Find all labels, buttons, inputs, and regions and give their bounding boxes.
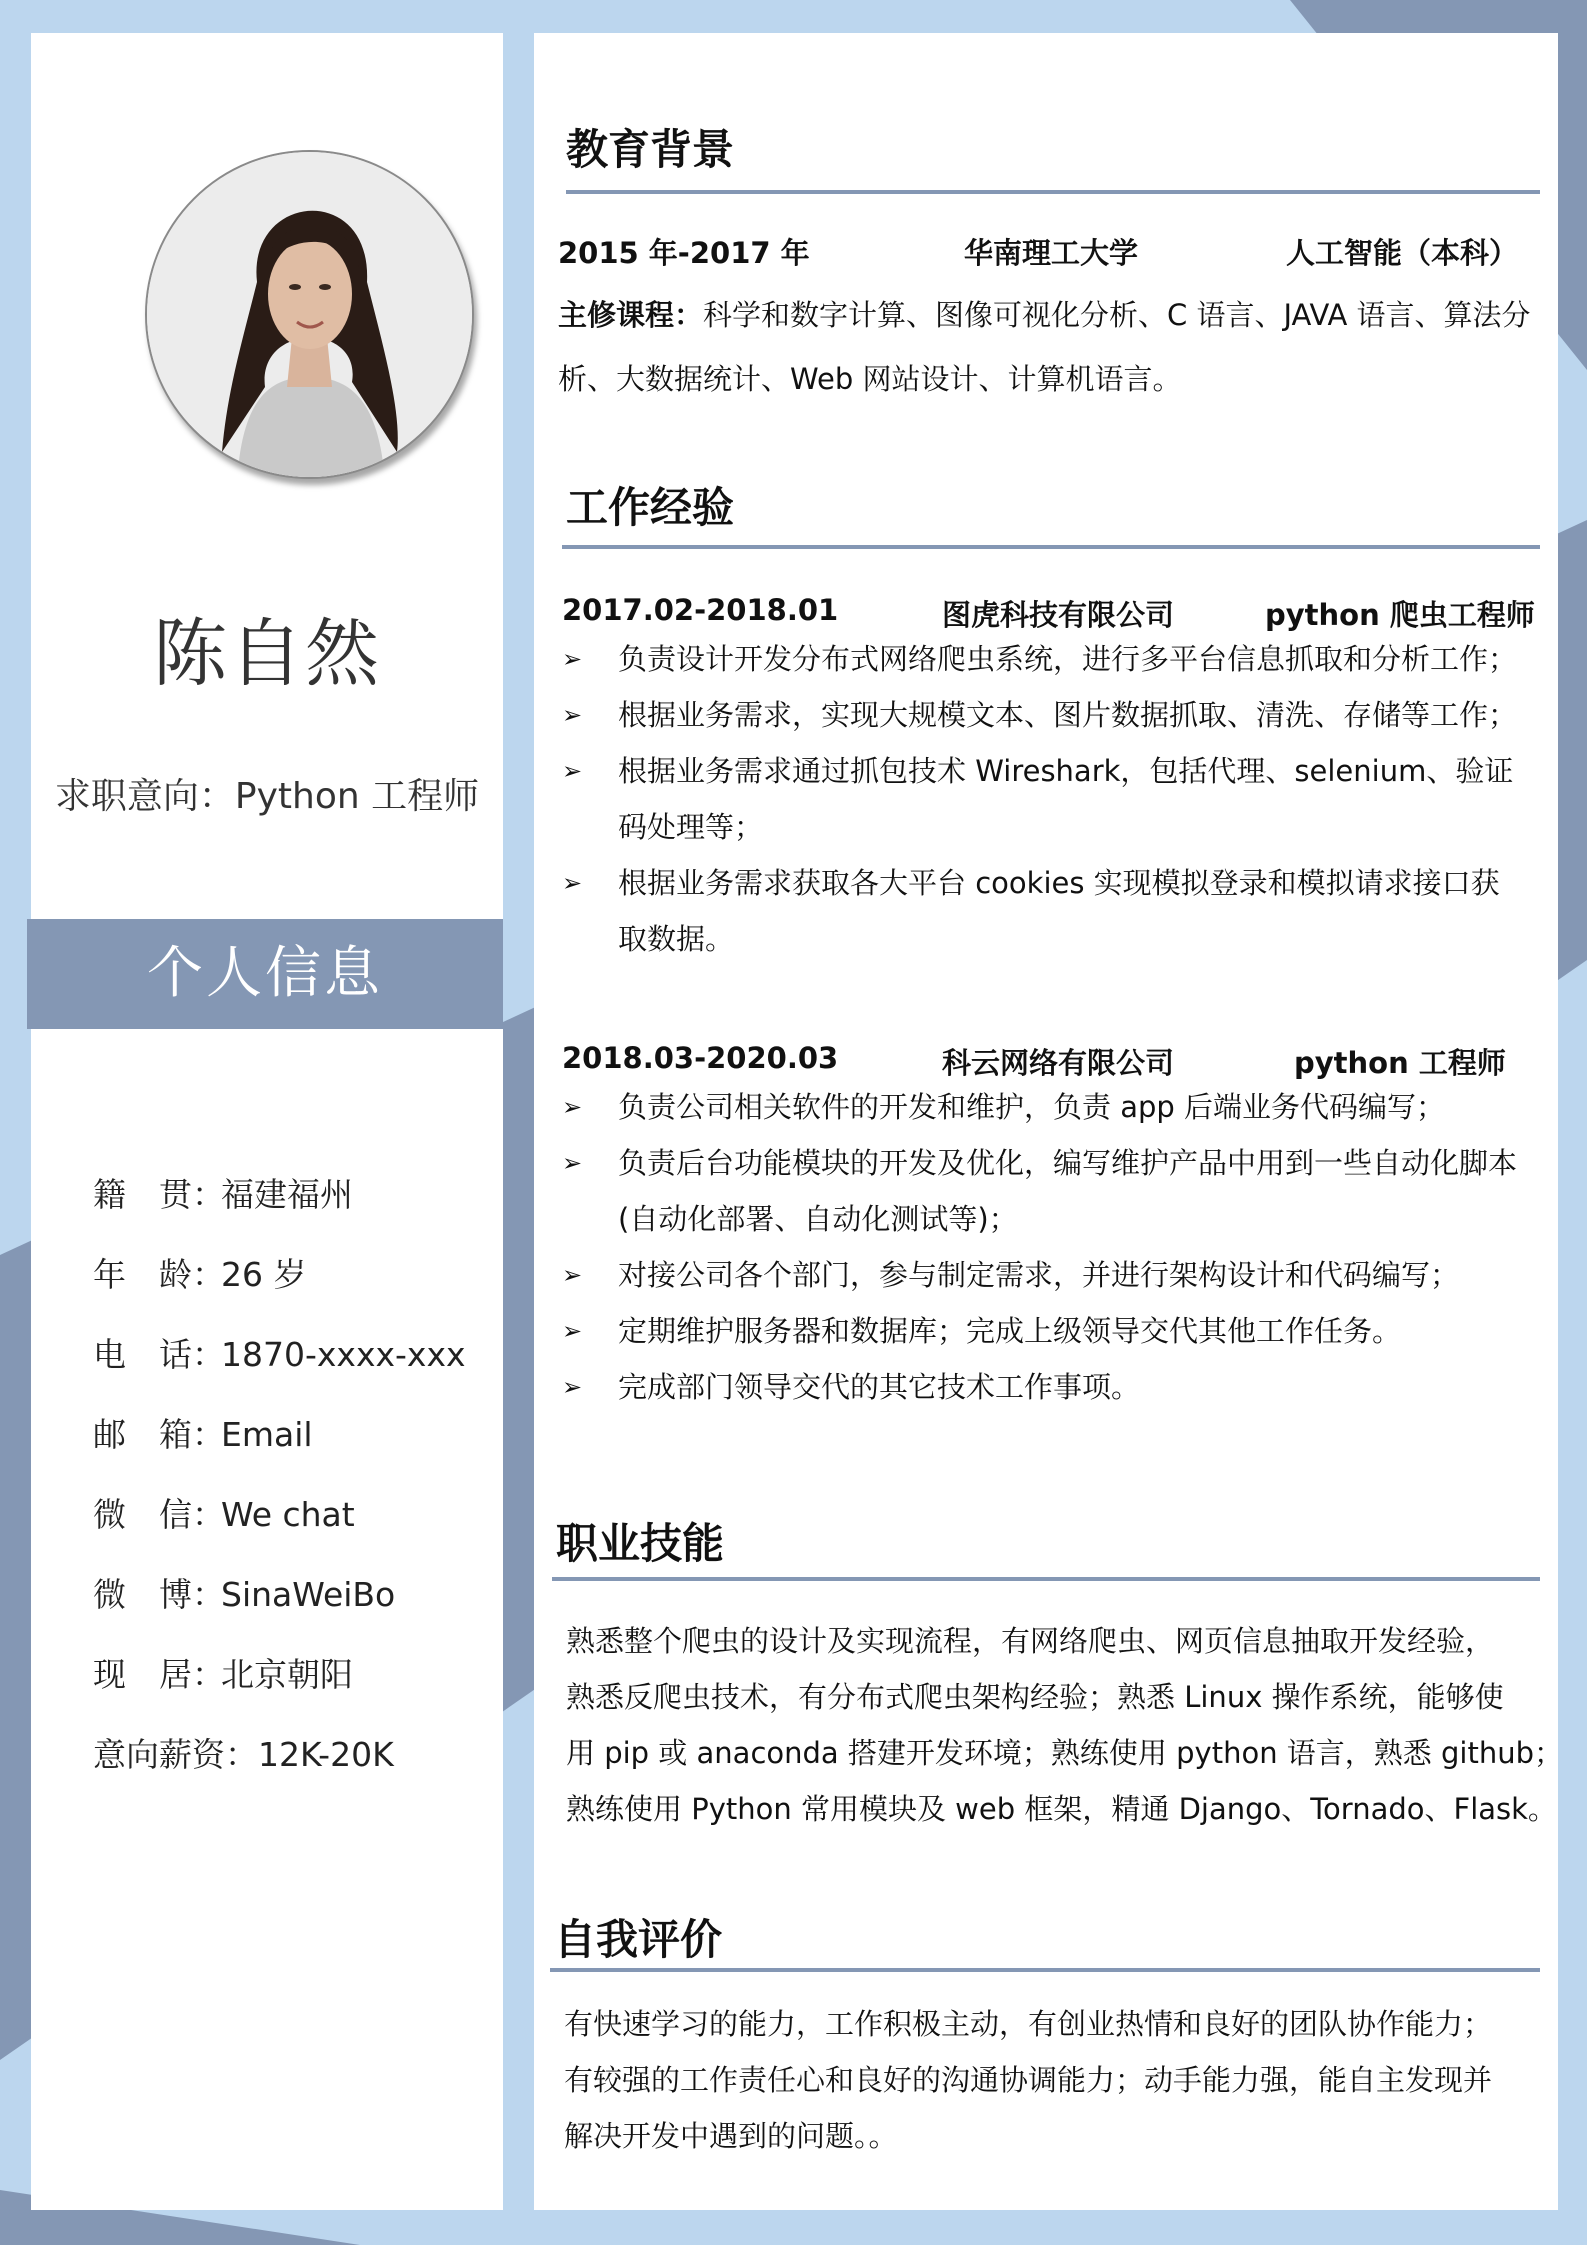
skills-line: 用 pip 或 anaconda 搭建开发环境；熟练使用 python 语言，熟悉 github； [566,1736,1564,1770]
education-period: 2015 年-2017 年 [558,236,810,270]
self-eval-line: 有较强的工作责任心和良好的沟通协调能力；动手能力强，能自主发现并 [564,2063,1493,2097]
education-title: 教育背景 [566,125,735,174]
arrow-bullet-icon: ➢ [562,757,583,785]
candidate-name: 陈自然 [153,611,381,697]
personal-info-heading: 个人信息 [27,919,503,1029]
job-intent: 求职意向：Python 工程师 [54,776,480,817]
info-row-phone [93,1330,493,1410]
info-label: 电 话： [93,1335,225,1374]
info-value: Email [221,1415,313,1454]
arrow-bullet-icon: ➢ [562,1093,583,1121]
job-company: 科云网络有限公司 [942,1046,1175,1080]
education-divider [566,190,1540,194]
arrow-bullet-icon: ➢ [562,645,583,673]
arrow-bullet-icon: ➢ [562,701,583,729]
arrow-bullet-icon: ➢ [562,1149,583,1177]
skills-line: 熟悉整个爬虫的设计及实现流程，有网络爬虫、网页信息抽取开发经验， [566,1624,1495,1658]
skills-title: 职业技能 [556,1519,725,1568]
education-courses-line: 析、大数据统计、Web 网站设计、计算机语言。 [558,362,1182,396]
info-value: 1870-xxxx-xxx [221,1335,466,1374]
info-label: 年 龄： [93,1255,225,1294]
sidebar [31,33,503,2210]
main-content: 教育背景 2015 年-2017 年 华南理工大学 人工智能（本科） 主修课程：科学和数字计算、图像可视化分析、C 语言、JAVA 语言、算法分 析、大数据统计、Web 网站设计、计算机语言。 工作经验 2017.02-2018.01 图虎科技有限公司 python 爬虫工程师 ➢ 负责设计开发分布式网络爬虫系统，进行多平台信息抓取和分析工作； ➢ 根据业务需求，实现大规模文本、图片数据抓取、清洗、存储等工作； ➢ 根据业务需求通过抓包技术 Wireshark，包括代理、selenium、验证 码处理等； ➢ 根据业务需求获取各大平台 cookies 实现模拟登录和模拟请求接口获 取数据。 2018.03-2020.03 科云网络有限公司 python 工程师 ➢ 负责公司相关软件的开发和维护，负责 app 后端业务代码编写； ➢ 负责后台功能模块的开发及优化，编写维护产品中用到一些自动化脚本 (自动化部署、自动化测试等)； ➢ 对接公司各个部门，参与制定需求，并进行架构设计和代码编写； ➢ 定期维护服务器和数据库；完成上级领导交代其他工作任务。 ➢ 完成部门领导交代的其它技术工作事项。 职业技能 熟悉整个爬虫的设计及实现流程，有网络爬虫、网页信息抽取开发经验， 熟悉反爬虫技术，有分布式爬虫架构经验；熟悉 Linux 操作系统，能够使 用 pip 或 anaconda 搭建开发环境；熟练使用 python 语言，熟悉 github； 熟练使用 Python 常用模块及 web 框架，精通 Django、Tornado、Flask。 自我评价 有快速学习的能力，工作积极主动，有创业热情和良好的团队协作能力； 有较强的工作责任心和良好的沟通协调能力；动手能力强，能自主发现并 解决开发中遇到的问题。。 [534,33,1558,2210]
info-value: 26 岁 [221,1255,307,1294]
work-title: 工作经验 [566,483,735,532]
self-eval-title: 自我评价 [554,1915,723,1964]
job-period: 2018.03-2020.03 [562,1041,839,1075]
info-label: 现 居： [93,1655,225,1694]
info-value: SinaWeiBo [221,1575,396,1614]
arrow-bullet-icon: ➢ [562,1373,583,1401]
info-label: 邮 箱： [93,1415,225,1454]
skills-line: 熟悉反爬虫技术，有分布式爬虫架构经验；熟悉 Linux 操作系统，能够使 [566,1680,1504,1714]
info-row-hometown [93,1170,493,1250]
arrow-bullet-icon: ➢ [562,1317,583,1345]
info-row-residence [93,1650,493,1730]
arrow-bullet-icon: ➢ [562,869,583,897]
self-eval-divider [550,1968,1540,1972]
avatar [145,150,474,479]
work-divider [562,545,1540,549]
info-value: We chat [221,1495,355,1534]
job-position: python 爬虫工程师 [1265,598,1535,632]
courses-text: 科学和数字计算、图像可视化分析、C 语言、JAVA 语言、算法分 [703,298,1531,332]
info-label: 微 博： [93,1575,225,1614]
info-value: 北京朝阳 [221,1655,353,1694]
self-eval-line: 解决开发中遇到的问题。。 [564,2119,898,2153]
info-value: 12K-20K [258,1735,394,1774]
education-major: 人工智能（本科） [1286,236,1519,270]
info-label: 微 信： [93,1495,225,1534]
info-row-email [93,1410,493,1490]
info-row-age [93,1250,493,1330]
arrow-bullet-icon: ➢ [562,1261,583,1289]
education-courses-line [558,287,1531,343]
courses-label: 主修课程： [558,298,704,332]
portrait-photo-icon [147,152,472,477]
info-row-wechat [93,1490,493,1570]
info-label: 籍 贯： [93,1175,225,1214]
job-period: 2017.02-2018.01 [562,593,839,627]
info-row-salary [93,1730,493,1810]
education-school: 华南理工大学 [964,236,1139,270]
info-value: 福建福州 [221,1175,353,1214]
info-row-weibo [93,1570,493,1650]
job-company: 图虎科技有限公司 [942,598,1175,632]
personal-info-list [93,1170,493,1810]
job-position: python 工程师 [1294,1046,1506,1080]
skills-line: 熟练使用 Python 常用模块及 web 框架，精通 Django、Tornado、Flask。 [566,1792,1557,1826]
skills-divider [552,1577,1540,1581]
self-eval-line: 有快速学习的能力，工作积极主动，有创业热情和良好的团队协作能力； [564,2007,1493,2041]
info-label: 意向薪资： [93,1735,258,1774]
